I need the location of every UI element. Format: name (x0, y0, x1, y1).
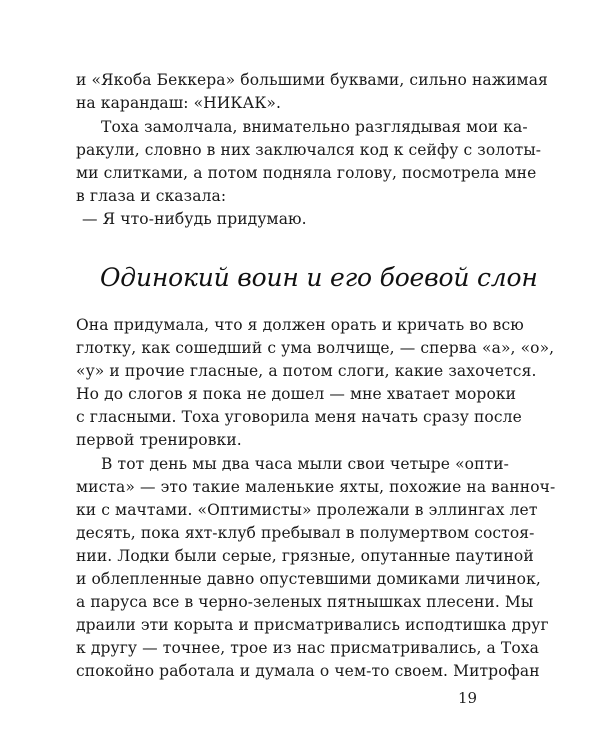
text-line: драили эти корыта и присматривались исподтишка друг (76, 616, 549, 634)
text-line: Тоха замолчала, внимательно разглядывая мои ка- (101, 118, 528, 136)
text-line: а паруса все в черно-зеленых пятнышках плесени. Мы (76, 593, 534, 611)
text-line: миста» — это такие маленькие яхты, похожие на ванноч- (76, 478, 556, 496)
text-line: с гласными. Тоха уговорила меня начать сразу после (76, 408, 522, 426)
text-line: «у» и прочие гласные, а потом слоги, какие захочется. (76, 362, 537, 380)
text-line: нии. Лодки были серые, грязные, опутанные паутиной (76, 547, 534, 565)
text-line: Она придумала, что я должен орать и кричать во всю (76, 316, 524, 334)
text-line: ми слитками, а потом подняла голову, посмотрела мне (76, 164, 537, 182)
text-line: к другу — точнее, трое из нас присматривались, а Тоха (76, 639, 539, 657)
text-line: спокойно работала и думала о чем-то своем. Митрофан (76, 662, 540, 680)
dialogue-line: — Я что-нибудь придумаю. (82, 210, 307, 228)
text-line: и «Якоба Беккера» большими буквами, сильно нажимая (76, 71, 548, 89)
text-line: В тот день мы два часа мыли свои четыре «опти- (101, 455, 509, 473)
text-line: Но до слогов я пока не дошел — мне хватает мороки (76, 385, 517, 403)
text-line: на карандаш: «НИКАК». (76, 94, 282, 112)
page-number: 19 (458, 689, 478, 707)
text-line: десять, пока яхт-клуб пребывал в полумертвом состоя- (76, 524, 535, 542)
text-line: ки с мачтами. «Оптимисты» пролежали в эллингах лет (76, 501, 538, 519)
text-line: ракули, словно в них заключался код к сейфу с золоты- (76, 141, 542, 159)
text-line: в глаза и сказала: (76, 187, 227, 205)
text-line: первой тренировки. (76, 431, 242, 449)
section-heading: Одинокий воин и его боевой слон (100, 263, 538, 292)
text-line: и облепленные давно опустевшими домиками личинок, (76, 570, 541, 588)
text-line: глотку, как сошедший с ума волчище, — сперва «а», «о», (76, 339, 555, 357)
